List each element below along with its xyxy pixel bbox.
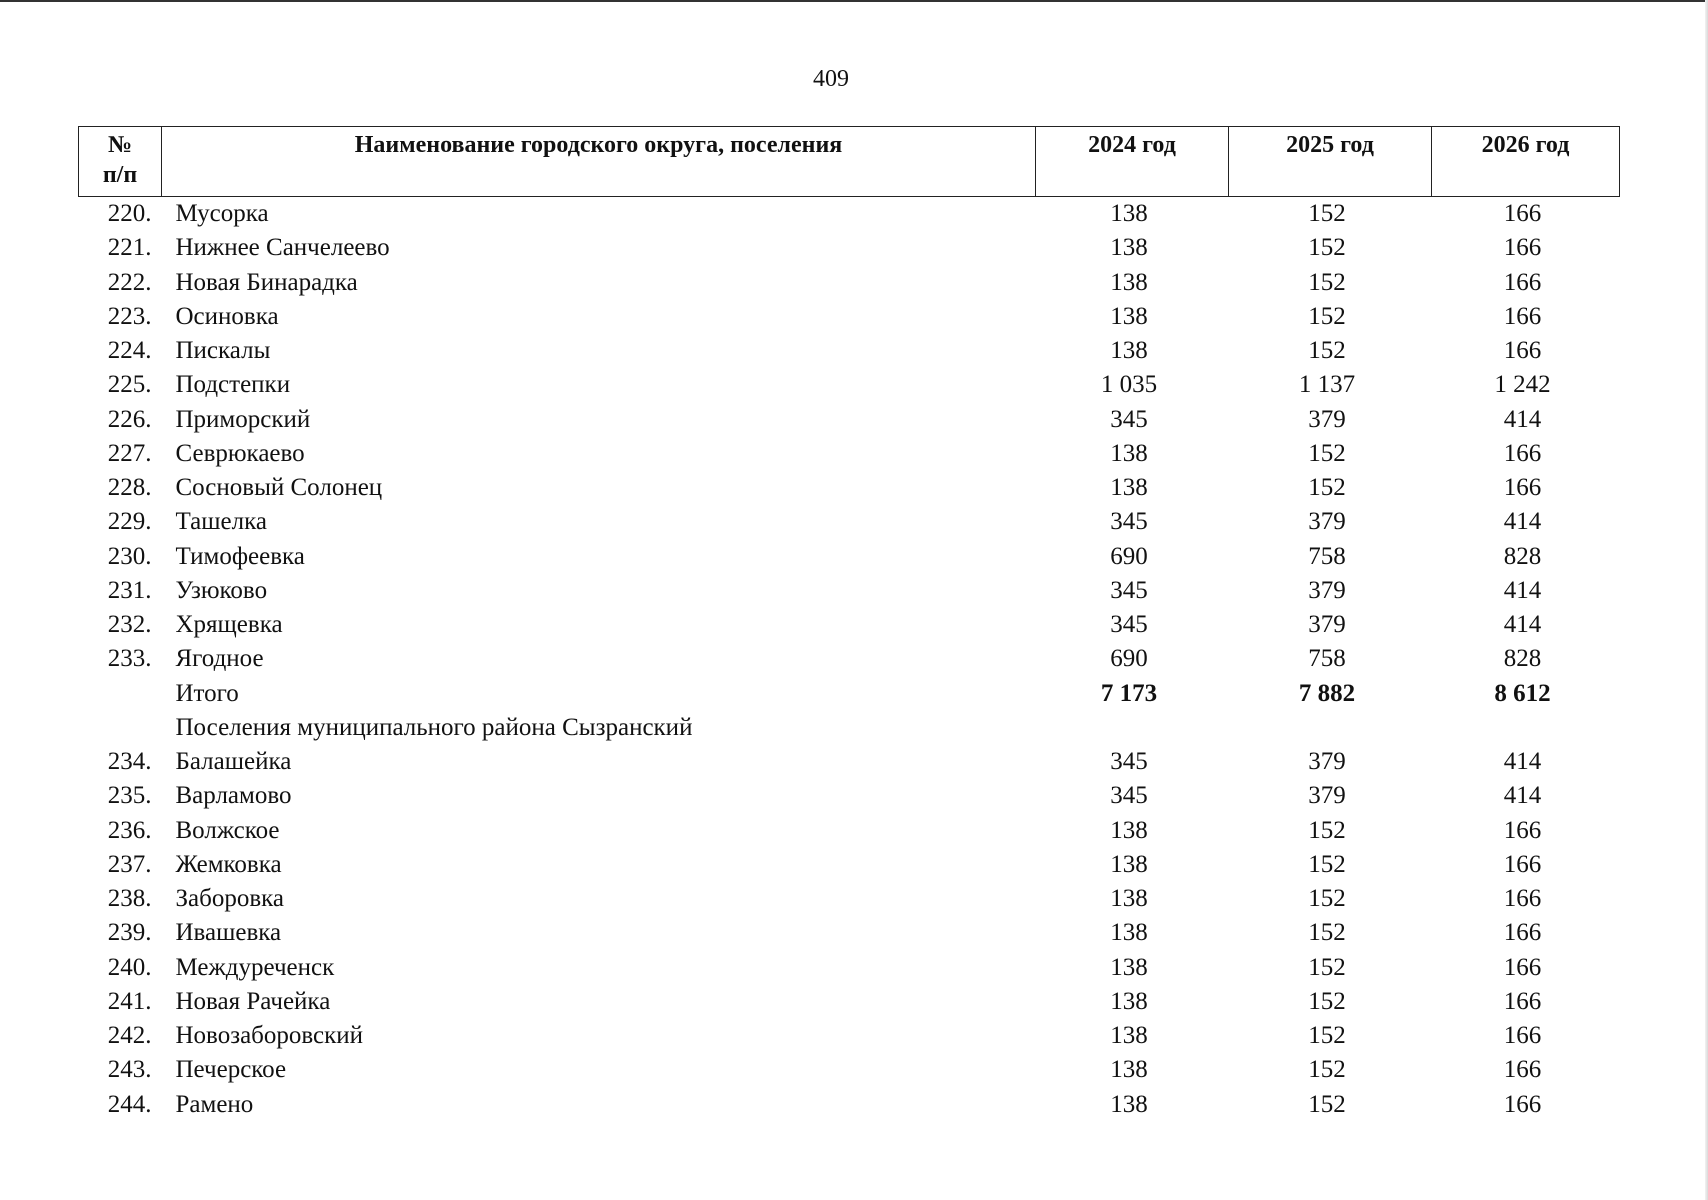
value-2026: 828 xyxy=(1503,645,1542,673)
header-2024: 2024 год xyxy=(1036,127,1229,197)
value-2026: 166 xyxy=(1503,337,1542,365)
value-2025: 152 xyxy=(1308,953,1346,981)
value-2026: 166 xyxy=(1503,919,1542,947)
row-number: 224. xyxy=(107,337,152,365)
value-2025: 152 xyxy=(1308,337,1346,365)
table-row xyxy=(79,540,1620,574)
row-number: 244. xyxy=(107,1090,152,1118)
value-2025: 379 xyxy=(1308,748,1346,776)
value-2026: 1 242 xyxy=(1494,371,1551,399)
value-2026: 166 xyxy=(1503,302,1542,330)
value-2026: 166 xyxy=(1503,234,1542,262)
value-2024: 138 xyxy=(1110,919,1148,947)
value-2025: 7 882 xyxy=(1298,679,1356,707)
settlement-name: Тимофеевка xyxy=(175,542,305,570)
value-2024: 138 xyxy=(1110,885,1148,913)
value-2024: 138 xyxy=(1110,987,1148,1015)
table-row xyxy=(79,848,1620,882)
settlement-name: Новозаборовский xyxy=(175,1022,364,1050)
value-2026: 414 xyxy=(1503,748,1542,776)
value-2025: 152 xyxy=(1308,1090,1346,1118)
value-2025: 152 xyxy=(1308,816,1346,844)
value-2025: 152 xyxy=(1308,919,1346,947)
row-number: 242. xyxy=(107,1022,152,1050)
table-row xyxy=(79,505,1620,539)
table-body xyxy=(79,197,1620,1122)
settlement-name: Печерское xyxy=(175,1056,287,1084)
value-2024: 138 xyxy=(1110,439,1148,467)
settlement-name: Варламово xyxy=(175,782,292,810)
table-row xyxy=(79,711,1620,745)
value-2024: 138 xyxy=(1110,1022,1148,1050)
header-number xyxy=(79,127,162,197)
row-number: 232. xyxy=(107,611,152,639)
row-number xyxy=(79,677,162,711)
value-2025 xyxy=(1229,711,1432,745)
row-number: 231. xyxy=(107,576,152,604)
value-2025: 379 xyxy=(1308,611,1346,639)
value-2024: 138 xyxy=(1110,268,1148,296)
table-row xyxy=(79,231,1620,265)
value-2024: 345 xyxy=(1110,405,1148,433)
settlement-name: Ташелка xyxy=(175,508,267,536)
value-2026: 8 612 xyxy=(1494,679,1551,707)
value-2026: 166 xyxy=(1503,1056,1542,1084)
settlement-name: Пискалы xyxy=(175,337,271,365)
table-row xyxy=(79,197,1620,232)
settlement-name: Заборовка xyxy=(175,885,285,913)
table-row xyxy=(79,608,1620,642)
settlement-name: Новая Рачейка xyxy=(175,987,331,1015)
header-number-line2: п/п xyxy=(102,162,138,188)
value-2025: 152 xyxy=(1308,234,1346,262)
settlement-name: Севрюкаево xyxy=(175,439,305,467)
table-row xyxy=(79,779,1620,813)
settlement-name: Хрящевка xyxy=(175,611,283,639)
settlement-name: Нижнее Санчелеево xyxy=(175,234,390,262)
value-2024: 138 xyxy=(1110,234,1148,262)
value-2024: 7 173 xyxy=(1100,679,1158,707)
table-row xyxy=(79,437,1620,471)
table-row xyxy=(79,300,1620,334)
value-2024: 138 xyxy=(1110,337,1148,365)
allocation-table xyxy=(78,126,1620,1122)
value-2026: 166 xyxy=(1503,474,1542,502)
table-row xyxy=(79,471,1620,505)
value-2025: 379 xyxy=(1308,405,1346,433)
page-number: 409 xyxy=(813,66,849,92)
settlement-name: Волжское xyxy=(175,816,280,844)
value-2024: 345 xyxy=(1110,782,1148,810)
value-2025: 152 xyxy=(1308,850,1346,878)
value-2025: 379 xyxy=(1308,576,1346,604)
table-row xyxy=(79,1019,1620,1053)
settlement-name: Осиновка xyxy=(175,302,279,330)
value-2025: 152 xyxy=(1308,268,1346,296)
value-2025: 379 xyxy=(1308,508,1346,536)
table-row xyxy=(79,951,1620,985)
header-2025: 2025 год xyxy=(1229,127,1432,197)
row-number: 226. xyxy=(107,405,152,433)
settlement-name: Мусорка xyxy=(175,200,269,228)
header-name: Наименование городского округа, поселения xyxy=(162,127,1036,197)
value-2024: 138 xyxy=(1110,474,1148,502)
row-number: 227. xyxy=(107,439,152,467)
table-row xyxy=(79,1053,1620,1087)
value-2026: 414 xyxy=(1503,611,1542,639)
settlement-name: Приморский xyxy=(175,405,311,433)
value-2026: 166 xyxy=(1503,1090,1542,1118)
value-2025: 152 xyxy=(1308,302,1346,330)
settlement-name: Подстепки xyxy=(175,371,291,399)
settlement-name: Итого xyxy=(175,679,239,707)
value-2024: 345 xyxy=(1110,611,1148,639)
value-2026: 166 xyxy=(1503,885,1542,913)
row-number: 241. xyxy=(107,987,152,1015)
value-2024: 138 xyxy=(1110,302,1148,330)
settlement-name: Ягодное xyxy=(175,645,264,673)
table-row xyxy=(79,916,1620,950)
row-number: 229. xyxy=(107,508,152,536)
value-2024: 138 xyxy=(1110,200,1148,228)
row-number: 222. xyxy=(107,268,152,296)
settlement-name: Узюково xyxy=(175,576,268,604)
table-row xyxy=(79,334,1620,368)
table-row xyxy=(79,1088,1620,1122)
value-2024: 690 xyxy=(1110,645,1148,673)
row-number: 239. xyxy=(107,919,152,947)
value-2024: 345 xyxy=(1110,576,1148,604)
value-2026: 166 xyxy=(1503,1022,1542,1050)
header-row xyxy=(79,127,1620,197)
table-row xyxy=(79,814,1620,848)
row-number: 220. xyxy=(107,200,152,228)
value-2025: 758 xyxy=(1308,542,1346,570)
settlement-name: Рамено xyxy=(175,1090,254,1118)
value-2026: 166 xyxy=(1503,850,1542,878)
table-row xyxy=(79,642,1620,676)
value-2026: 414 xyxy=(1503,576,1542,604)
table-row xyxy=(79,266,1620,300)
value-2025: 379 xyxy=(1308,782,1346,810)
row-number: 237. xyxy=(107,850,152,878)
value-2026 xyxy=(1432,711,1620,745)
value-2026: 166 xyxy=(1503,953,1542,981)
table-row xyxy=(79,403,1620,437)
row-number: 228. xyxy=(107,474,152,502)
top-border-line xyxy=(0,0,1708,2)
table-row-total xyxy=(79,677,1620,711)
row-number xyxy=(79,711,162,745)
value-2026: 166 xyxy=(1503,200,1542,228)
table-row xyxy=(79,574,1620,608)
row-number: 234. xyxy=(107,748,152,776)
table-row xyxy=(79,985,1620,1019)
settlement-name: Жемковка xyxy=(175,850,282,878)
value-2024: 138 xyxy=(1110,816,1148,844)
value-2025: 152 xyxy=(1308,987,1346,1015)
value-2024: 345 xyxy=(1110,508,1148,536)
value-2026: 166 xyxy=(1503,816,1542,844)
row-number: 223. xyxy=(107,302,152,330)
row-number: 238. xyxy=(107,885,152,913)
value-2026: 414 xyxy=(1503,782,1542,810)
value-2024: 138 xyxy=(1110,850,1148,878)
settlement-name: Ивашевка xyxy=(175,919,282,947)
row-number: 235. xyxy=(107,782,152,810)
value-2024: 138 xyxy=(1110,1090,1148,1118)
row-number: 230. xyxy=(107,542,152,570)
row-number: 225. xyxy=(107,371,152,399)
table-row xyxy=(79,745,1620,779)
table-row xyxy=(79,882,1620,916)
value-2026: 166 xyxy=(1503,439,1542,467)
value-2024: 138 xyxy=(1110,953,1148,981)
value-2025: 152 xyxy=(1308,1056,1346,1084)
value-2026: 828 xyxy=(1503,542,1542,570)
value-2025: 1 137 xyxy=(1298,371,1356,399)
row-number: 233. xyxy=(107,645,152,673)
header-2026: 2026 год xyxy=(1432,127,1620,197)
value-2025: 152 xyxy=(1308,200,1346,228)
value-2024: 345 xyxy=(1110,748,1148,776)
settlement-name: Новая Бинарадка xyxy=(175,268,358,296)
value-2024: 1 035 xyxy=(1100,371,1158,399)
row-number: 243. xyxy=(107,1056,152,1084)
table-header xyxy=(79,127,1620,197)
table-row xyxy=(79,368,1620,402)
settlement-name: Поселения муниципального района Сызранский xyxy=(175,713,693,741)
value-2026: 414 xyxy=(1503,405,1542,433)
row-number: 236. xyxy=(107,816,152,844)
settlement-name: Балашейка xyxy=(175,748,292,776)
value-2024: 690 xyxy=(1110,542,1148,570)
value-2025: 152 xyxy=(1308,439,1346,467)
value-2026: 166 xyxy=(1503,987,1542,1015)
value-2025: 152 xyxy=(1308,1022,1346,1050)
value-2026: 414 xyxy=(1503,508,1542,536)
row-number: 221. xyxy=(107,234,152,262)
value-2025: 758 xyxy=(1308,645,1346,673)
value-2024: 138 xyxy=(1110,1056,1148,1084)
settlement-name: Междуреченск xyxy=(175,953,335,981)
value-2025: 152 xyxy=(1308,474,1346,502)
row-number: 240. xyxy=(107,953,152,981)
value-2025: 152 xyxy=(1308,885,1346,913)
value-2024 xyxy=(1036,711,1229,745)
header-number-line1: № xyxy=(107,132,133,158)
settlement-name: Сосновый Солонец xyxy=(175,474,383,502)
value-2026: 166 xyxy=(1503,268,1542,296)
